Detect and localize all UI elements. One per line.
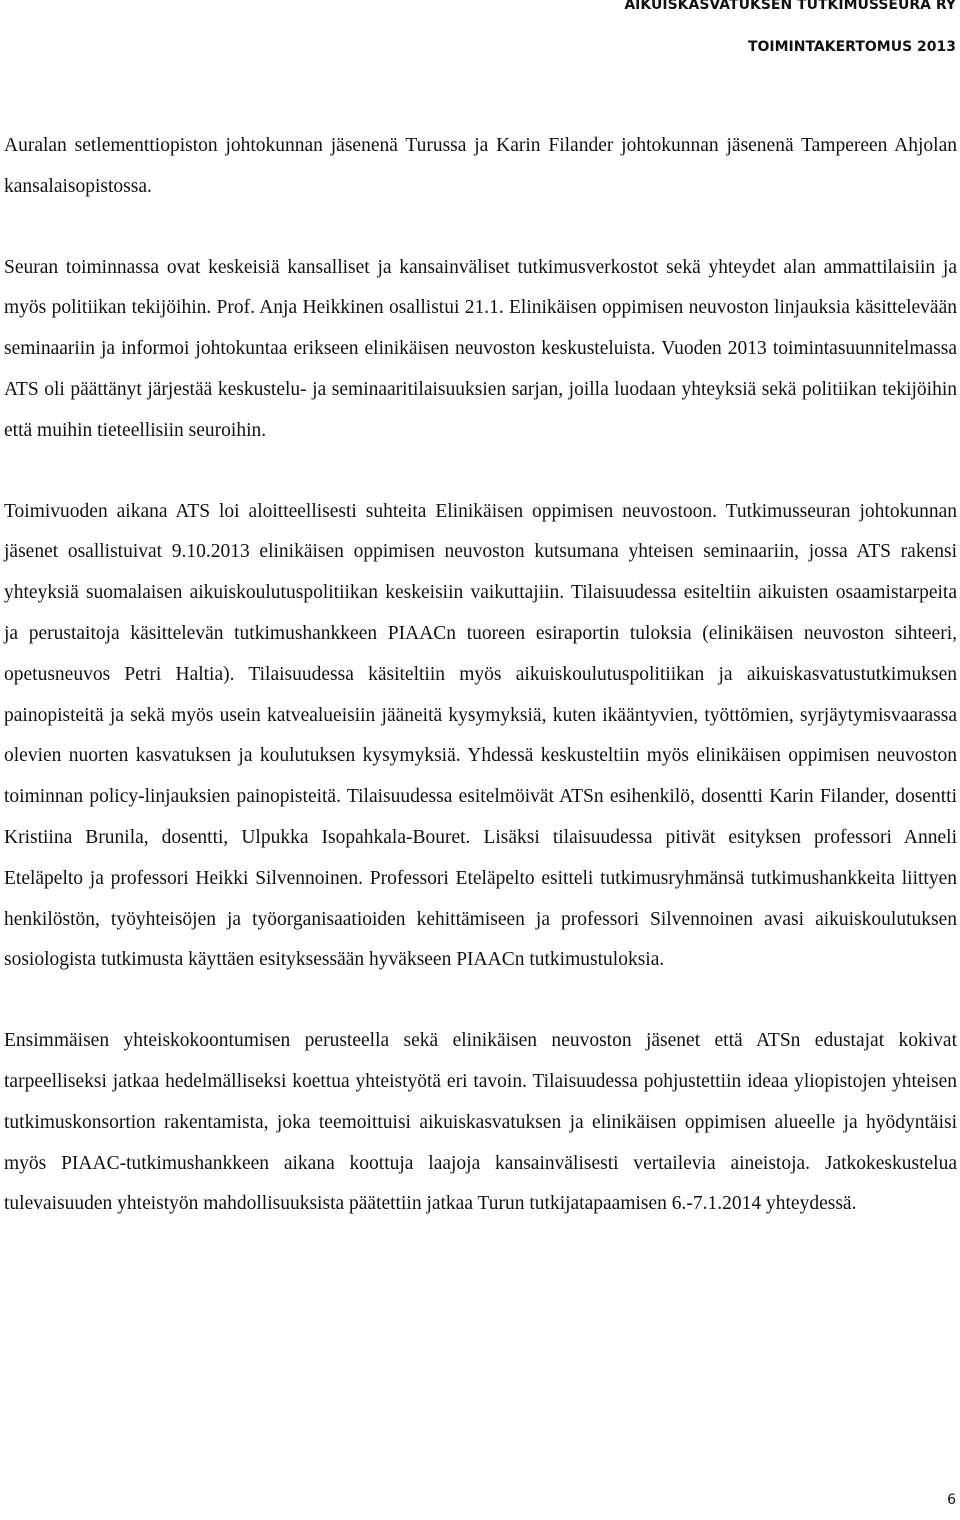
document-body — [4, 126, 957, 1225]
paragraph: Ensimmäisen yhteiskokoontumisen perusteella sekä elinikäisen neuvoston jäsenet että ATSn edustajat kokivat tarpeelliseksi jatkaa hedelmälliseksi koettua yhteistyötä eri tavoin. Tilaisuudessa pohjustettiin ideaa yliopistojen yhteisen tutkimuskonsortion rakentamista, joka teemoittuisi aikuiskasvatuksen ja elinikäisen oppimisen alueelle ja hyödyntäisi myös PIAAC-tutkimushankkeen aikana koottuja laajoja kansainvälisesti vertailevia aineistoja. Jatkokeskustelua tulevaisuuden yhteistyön mahdollisuuksista päätettiin jatkaa Turun tutkijatapaamisen 6.-7.1.2014 yhteydessä. — [4, 1030, 957, 1215]
paragraph: Toimivuoden aikana ATS loi aloitteellisesti suhteita Elinikäisen oppimisen neuvostoon. Tutkimusseuran johtokunnan jäsenet osallistuivat 9.10.2013 elinikäisen oppimisen neuvoston kutsumana yhteisen seminaariin, jossa ATS rakensi yhteyksiä suomalaisen aikuiskoulutuspolitiikan keskeisiin vaikuttajiin. Tilaisuudessa esiteltiin aikuisten osaamistarpeita ja perustaitoja käsittelevän tutkimushankkeen PIAACn tuoreen esiraportin tuloksia (elinikäisen neuvoston sihteeri, opetusneuvos Petri Haltia). Tilaisuudessa käsiteltiin myös aikuiskoulutuspolitiikan ja aikuiskasvatustutkimuksen painopisteitä ja sekä myös usein katvealueisiin jääneitä kysymyksiä, kuten ikääntyvien, työttömien, syrjäytymisvaarassa olevien nuorten kasvatuksen ja koulutuksen kysymyksiä. Yhdessä keskusteltiin myös elinikäisen oppimisen neuvoston toiminnan policy-linjauksien painopisteitä. Tilaisuudessa esitelmöivät ATSn esihenkilö, dosentti Karin Filander, dosentti Kristiina Brunila, dosentti, Ulpukka Isopahkala-Bouret. Lisäksi tilaisuudessa pitivät esityksen professori Anneli Eteläpelto ja professori Heikki Silvennoinen. Professori Eteläpelto esitteli tutkimusryhmänsä tutkimushankkeita liittyen henkilöstön, työyhteisöjen ja työorganisaatioiden kehittämiseen ja professori Silvennoinen avasi aikuiskoulutuksen sosiologista tutkimusta käyttäen esityksessään hyväkseen PIAACn tutkimustuloksia. — [4, 500, 957, 971]
paragraph: Seuran toiminnassa ovat keskeisiä kansalliset ja kansainväliset tutkimusverkostot sekä yhteydet alan ammattilaisiin ja myös politiikan tekijöihin. Prof. Anja Heikkinen osallistui 21.1. Elinikäisen oppimisen neuvoston linjauksia käsittelevään seminaariin ja informoi johtokuntaa erikseen elinikäisen neuvoston keskusteluista. Vuoden 2013 toimintasuunnitelmassa ATS oli päättänyt järjestää keskustelu- ja seminaaritilaisuuksien sarjan, joilla luodaan yhteyksiä sekä politiikan tekijöihin että muihin tieteellisiin seuroihin. — [4, 256, 957, 441]
paragraph: Auralan setlementtiopiston johtokunnan jäsenenä Turussa ja Karin Filander johtokunnan jäsenenä Tampereen Ahjolan kansalaisopistossa. — [4, 135, 957, 197]
page-number: 6 — [947, 1492, 956, 1508]
report-title: TOIMINTAKERTOMUS 2013 — [747, 39, 956, 55]
organization-name: AIKUISKASVATUKSEN TUTKIMUSSEURA RY — [624, 0, 956, 13]
